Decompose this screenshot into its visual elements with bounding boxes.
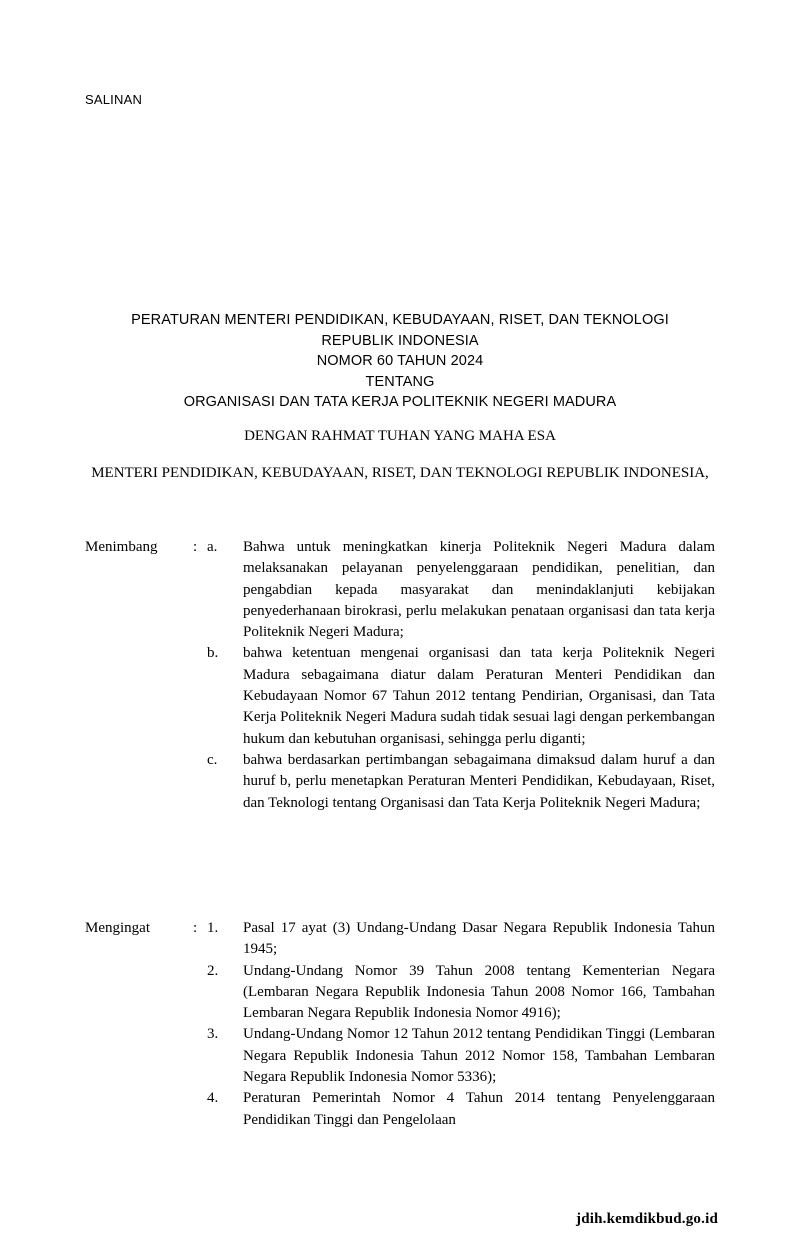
title-line-5: ORGANISASI DAN TATA KERJA POLITEKNIK NEGERI MADURA	[183, 394, 617, 411]
clause-item	[85, 961, 715, 1025]
clause-text: Pasal 17 ayat (3) Undang-Undang Dasar Negara Republik Indonesia Tahun 1945;	[243, 920, 715, 958]
clause-marker: b.	[207, 645, 219, 662]
clause-marker: 2.	[207, 962, 219, 979]
blessing-line: DENGAN RAHMAT TUHAN YANG MAHA ESA	[244, 428, 556, 444]
page-footer: jdih.kemdikbud.go.id	[576, 1211, 718, 1227]
menimbang-colon: :	[193, 539, 198, 555]
title-line-1: PERATURAN MENTERI PENDIDIKAN, KEBUDAYAAN, RISET, DAN TEKNOLOGI	[131, 312, 669, 328]
clause-item	[85, 643, 715, 749]
clause-item	[85, 537, 715, 643]
clause-text: Peraturan Pemerintah Nomor 4 Tahun 2014 tentang Penyelenggaraan Pendidikan Tinggi dan Pengelolaan	[243, 1090, 715, 1128]
clause-marker: a.	[207, 539, 218, 555]
authority-line-1: MENTERI PENDIDIKAN, KEBUDAYAAN, RISET, DAN TEKNOLOGI	[91, 465, 543, 481]
document-title	[85, 310, 715, 413]
clause-marker: c.	[207, 751, 218, 768]
title-line-3: NOMOR 60 TAHUN 2024	[316, 353, 484, 370]
menimbang-keyword: Menimbang	[85, 539, 158, 555]
clause-marker: 3.	[207, 1026, 219, 1043]
clause-marker: 1.	[207, 920, 219, 936]
clause-text: bahwa berdasarkan pertimbangan sebagaimana dimaksud dalam huruf a dan huruf b, perlu menetapkan Peraturan Menteri Pendidikan, Kebudayaan, Riset, dan Teknologi tentang Organisasi dan Tata Kerja Politeknik Negeri Madura;	[243, 751, 715, 811]
authority-line-2: REPUBLIK INDONESIA,	[546, 465, 709, 481]
mengingat-keyword: Mengingat	[85, 920, 150, 936]
mengingat-colon: :	[193, 920, 198, 936]
clause-text: Undang-Undang Nomor 39 Tahun 2008 tentang Kementerian Negara (Lembaran Negara Republik Indonesia Tahun 2008 Nomor 166, Tambahan Lembaran Negara Republik Indonesia Nomor 4916);	[243, 962, 715, 1022]
clause-marker: 4.	[207, 1090, 219, 1107]
clause-item	[85, 750, 715, 814]
menimbang-section	[85, 537, 715, 814]
clause-item	[85, 1024, 715, 1088]
clause-item	[85, 1088, 715, 1131]
clause-text: bahwa ketentuan mengenai organisasi dan tata kerja Politeknik Negeri Madura sebagaimana diatur dalam Peraturan Menteri Pendidikan dan Kebudayaan Nomor 67 Tahun 2012 tentang Pendirian, Organisasi, dan Tata Kerja Politeknik Negeri Madura sudah tidak sesuai lagi dengan perkembangan hukum dan kebutuhan organisasi, sehingga perlu diganti;	[243, 645, 715, 747]
title-line-2: REPUBLIK INDONESIA	[321, 332, 479, 349]
clause-text: Undang-Undang Nomor 12 Tahun 2012 tentang Pendidikan Tinggi (Lembaran Negara Republik Indonesia Tahun 2012 Nomor 158, Tambahan Lembaran Negara Republik Indonesia Nomor 5336);	[243, 1026, 715, 1086]
mengingat-section	[85, 918, 715, 1131]
title-line-4: TENTANG	[365, 373, 435, 390]
clause-text: Bahwa untuk meningkatkan kinerja Politeknik Negeri Madura dalam melaksanakan pelayanan penyelenggaraan pendidikan, penelitian, dan pengabdian kepada masyarakat dan menindaklanjuti kebijakan penyederhanaan birokrasi, perlu melakukan penataan organisasi dan tata kerja Politeknik Negeri Madura;	[243, 539, 715, 641]
authority-block	[85, 462, 715, 485]
salinan-stamp: SALINAN	[85, 92, 143, 107]
clause-item	[85, 918, 715, 961]
